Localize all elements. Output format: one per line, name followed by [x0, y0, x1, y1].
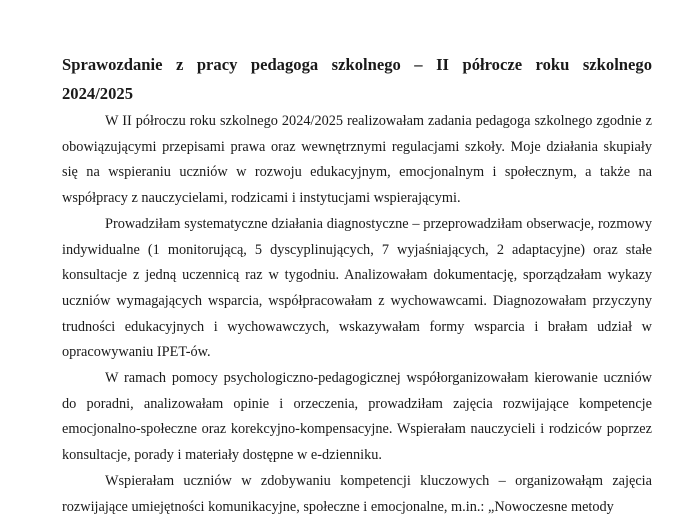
paragraph-key-competences: Wspierałam uczniów w zdobywaniu kompetencji kluczowych – organizowałąm zajęcia rozwijające umiejętności komunikacyjne, społeczne i emocjonalne, m.in.: „Nowoczesne metody: [62, 472, 652, 515]
paragraph-introduction: W II półroczu roku szkolnego 2024/2025 realizowałam zadania pedagoga szkolnego zgodnie z obowiązującymi przepisami prawa oraz wewnętrznymi regulacjami szkoły. Moje działania skupiały się na wspieraniu uczniów w rozwoju edukacyjnym, emocjonalnym i społecznym, a także na współpracy z nauczycielami, rodzicami i instytucjami wspierającymi.: [62, 113, 652, 207]
paragraph-diagnostics: Prowadziłam systematyczne działania diagnostyczne – przeprowadziłam obserwacje, rozmowy indywidualne (1 monitorującą, 5 dyscyplinujących, 7 wyjaśniających, 2 adaptacyjne) oraz stałe konsultacje z jedną uczennicą raz w tygodniu. Analizowałam dokumentację, sporządzałam wykazy uczniów wymagających wsparcia, współpracowałam z wychowawcami. Diagnozowałam przyczyny trudności edukacyjnych i wychowawczych, wskazywałam formy wsparcia i brałam udział w opracowywaniu IPET-ów.: [62, 215, 652, 361]
paragraph-psychological-support: W ramach pomocy psychologiczno-pedagogicznej współorganizowałam kierowanie uczniów do poradni, analizowałam opinie i orzeczenia, prowadziłam zajęcia rozwijające kompetencje emocjonalno-społeczne oraz korekcyjno-kompensacyjne. Wspierałam nauczycieli i rodziców poprzez konsultacje, porady i materiały dostępne w e-dzienniku.: [62, 370, 652, 464]
document-page: [62, 50, 652, 520]
document-title: Sprawozdanie z pracy pedagoga szkolnego – II półrocze roku szkolnego 2024/2025: [62, 55, 652, 103]
